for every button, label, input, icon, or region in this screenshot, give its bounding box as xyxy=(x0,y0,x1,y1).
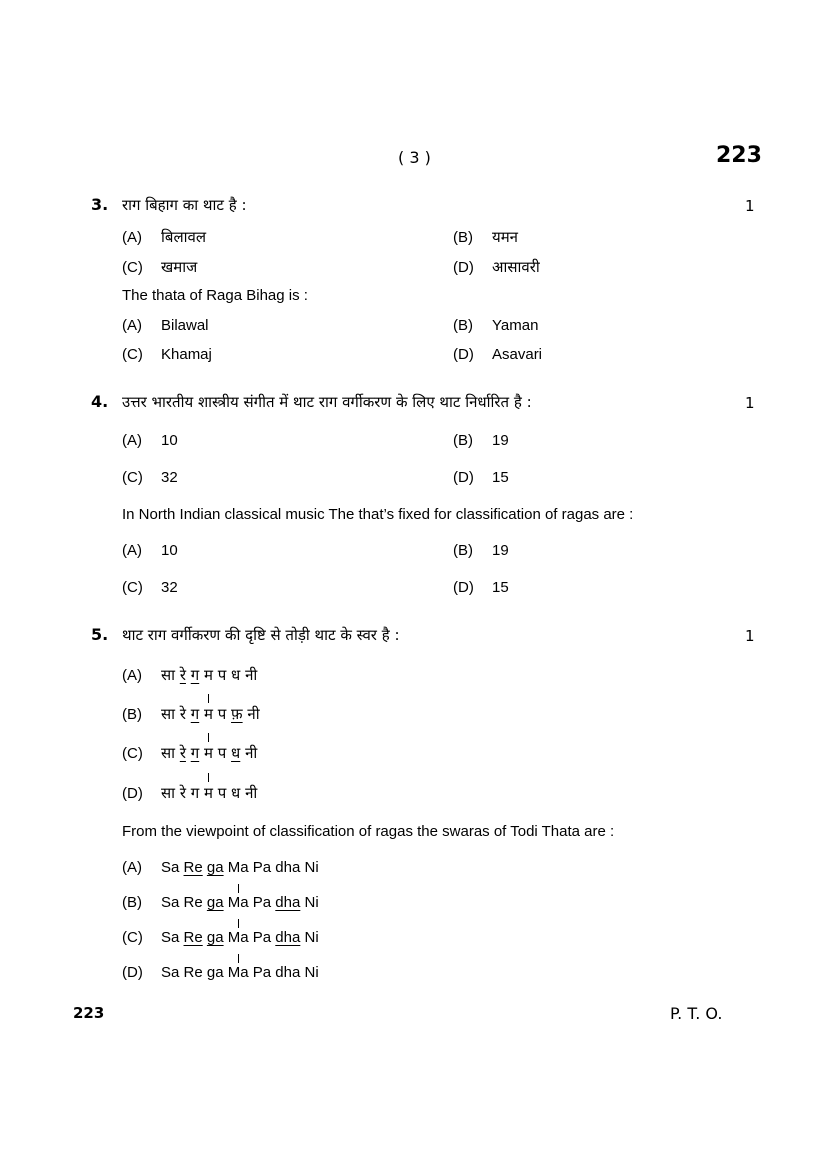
question-3-english: The thata of Raga Bihag is : xyxy=(122,287,308,304)
footer-paper-code: 223 xyxy=(73,1004,105,1022)
q5-english-option-c: (C) Sa Re ga Ma Pa dha Ni xyxy=(122,929,319,946)
q3-english-option-d: (D) Asavari xyxy=(453,346,543,363)
q4-english-option-b: (B) 19 xyxy=(453,542,509,559)
question-5-marks: 1 xyxy=(745,627,755,645)
question-4-marks: 1 xyxy=(745,394,755,412)
q4-hindi-option-b: (B) 19 xyxy=(453,432,509,449)
q5-hindi-option-c: (C) सा रे ग म प ध नी xyxy=(122,744,258,762)
question-4-number: 4. xyxy=(91,392,109,411)
q3-hindi-option-c: (C) खमाज xyxy=(122,258,198,276)
page-number: ( 3 ) xyxy=(398,148,431,167)
q3-hindi-option-a: (A) बिलावल xyxy=(122,228,207,246)
question-5-number: 5. xyxy=(91,625,109,644)
paper-code: 223 xyxy=(716,143,762,168)
q5-hindi-option-a: (A) सा रे ग म प ध नी xyxy=(122,666,258,684)
q5-hindi-option-b: (B) सा रे ग म प फ़ नी xyxy=(122,705,260,723)
q5-english-option-a: (A) Sa Re ga Ma Pa dha Ni xyxy=(122,859,319,876)
q3-hindi-option-b: (B) यमन xyxy=(453,228,518,246)
q3-english-option-c: (C) Khamaj xyxy=(122,346,212,363)
q4-hindi-option-c: (C) 32 xyxy=(122,469,178,486)
q4-english-option-c: (C) 32 xyxy=(122,579,178,596)
q3-english-option-b: (B) Yaman xyxy=(453,317,539,334)
q4-english-option-d: (D) 15 xyxy=(453,579,509,596)
q5-english-option-b: (B) Sa Re ga Ma Pa dha Ni xyxy=(122,894,319,911)
question-5-english: From the viewpoint of classification of ragas the swaras of Todi Thata are : xyxy=(122,823,615,840)
q5-english-option-d: (D) Sa Re ga Ma Pa dha Ni xyxy=(122,964,319,981)
question-3-marks: 1 xyxy=(745,197,755,215)
question-3-hindi: राग बिहाग का थाट है : xyxy=(122,196,247,214)
question-4-english: In North Indian classical music The that’s fixed for classification of ragas are : xyxy=(122,506,634,523)
question-3-number: 3. xyxy=(91,195,109,214)
q4-english-option-a: (A) 10 xyxy=(122,542,178,559)
q3-hindi-option-d: (D) आसावरी xyxy=(453,258,540,276)
footer-pto: P. T. O. xyxy=(670,1004,723,1023)
question-5-hindi: थाट राग वर्गीकरण की दृष्टि से तोड़ी थाट के स्वर है : xyxy=(122,626,400,644)
q3-english-option-a: (A) Bilawal xyxy=(122,317,209,334)
question-4-hindi: उत्तर भारतीय शास्त्रीय संगीत में थाट राग वर्गीकरण के लिए थाट निर्धारित है : xyxy=(122,393,532,411)
q4-hindi-option-d: (D) 15 xyxy=(453,469,509,486)
q5-hindi-option-d: (D) सा रे ग म प ध नी xyxy=(122,784,258,802)
q4-hindi-option-a: (A) 10 xyxy=(122,432,178,449)
